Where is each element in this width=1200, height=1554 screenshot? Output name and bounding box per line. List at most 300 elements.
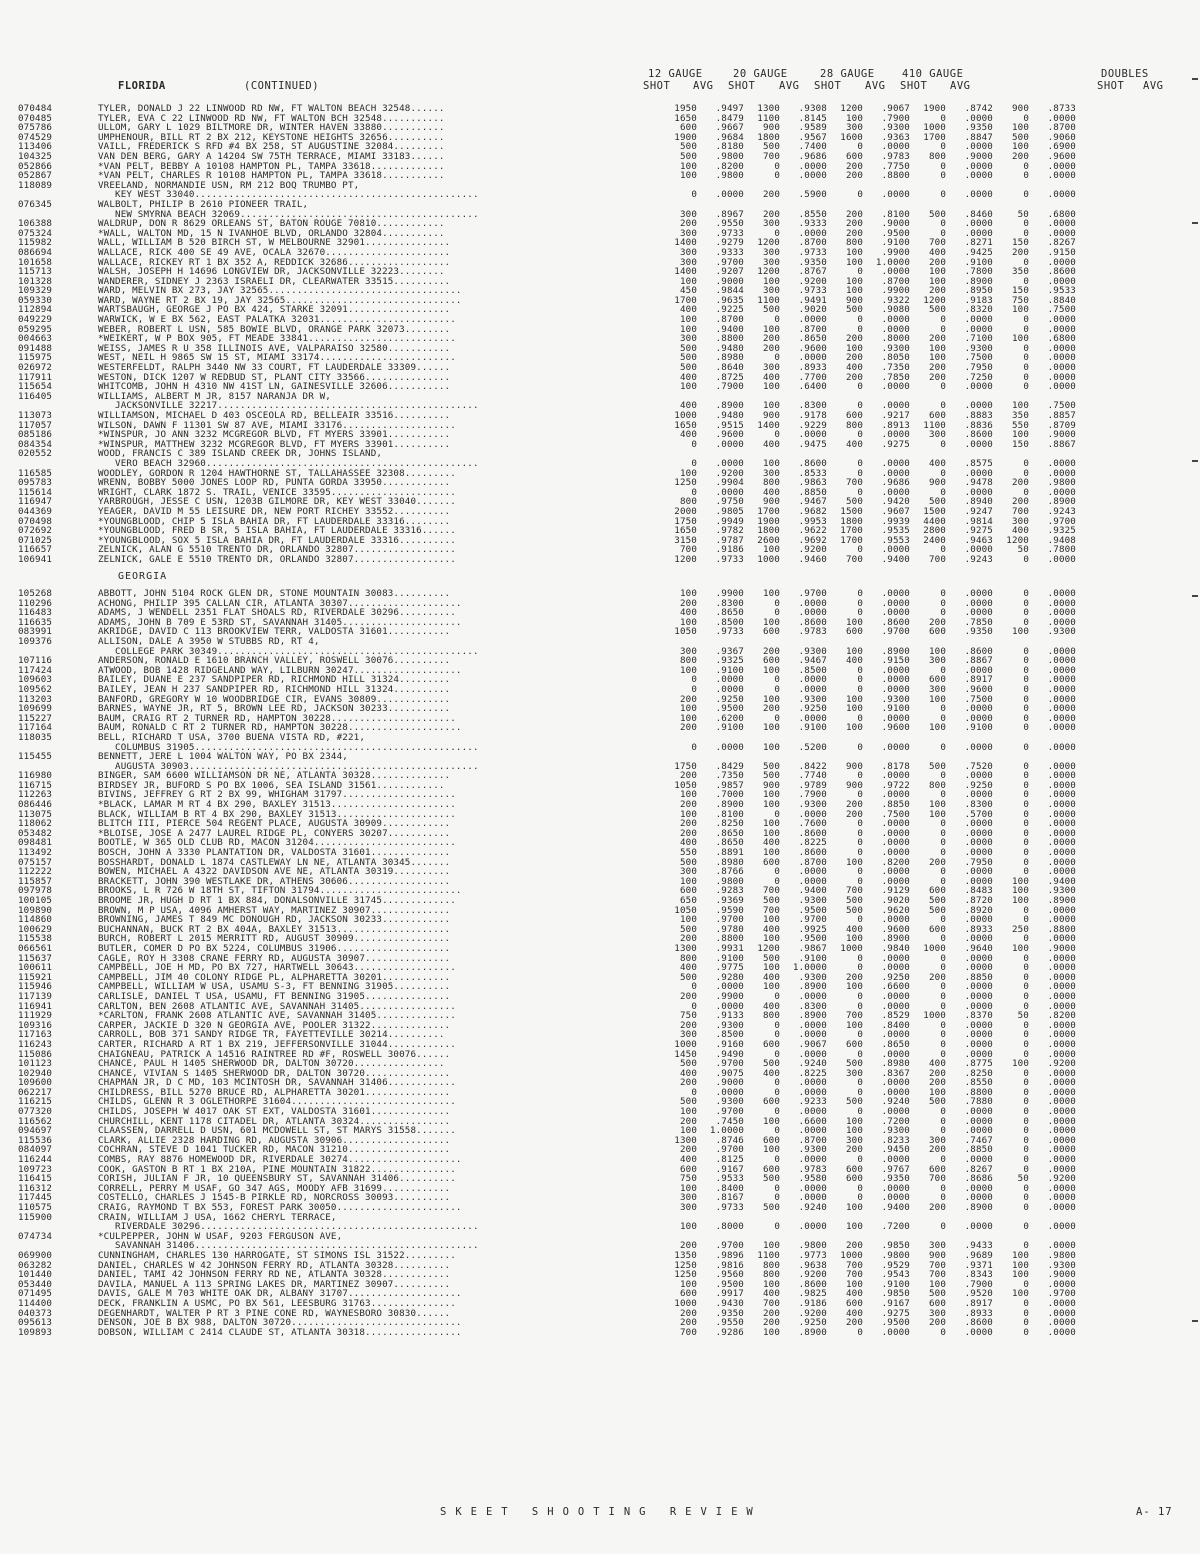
- table-row: [18, 973, 1076, 983]
- avg-28: .8100: [881, 209, 910, 220]
- member-id: 116941: [18, 1001, 53, 1012]
- avg-doubles: .0000: [1047, 934, 1076, 944]
- avg-12: .9500: [715, 704, 744, 714]
- shot-410: 300: [928, 430, 946, 440]
- avg-28: .7500: [881, 809, 910, 820]
- avg-doubles: .0000: [1047, 1001, 1076, 1012]
- avg-28: .0000: [881, 1107, 910, 1117]
- avg-28: .9167: [881, 1298, 910, 1309]
- avg-12: .8167: [715, 1193, 744, 1203]
- spacer: [653, 123, 661, 133]
- table-row: [18, 219, 1076, 229]
- shot-28: 100: [845, 343, 863, 354]
- spacer: [653, 1318, 661, 1328]
- shot-doubles: 100: [1011, 1260, 1029, 1271]
- table-row: [18, 1145, 1076, 1155]
- avg-20: .8600: [798, 617, 827, 628]
- spacer: [653, 1107, 661, 1117]
- avg-12: .9800: [715, 171, 744, 181]
- shot-12: 200: [679, 771, 697, 781]
- shot-28: 900: [845, 761, 863, 772]
- member-id: 115086: [18, 1049, 53, 1060]
- shot-20: 100: [762, 382, 780, 392]
- avg-20: .8700: [798, 1135, 827, 1146]
- shot-410: 1200: [923, 295, 946, 306]
- avg-doubles: .0000: [1047, 171, 1076, 181]
- shot-doubles: 900: [1011, 104, 1029, 114]
- member-id: 084097: [18, 1145, 53, 1156]
- member-name-address: CAMPBELL, WILLIAM W USA, USAMU S-3, FT BENNING 31905..........: [98, 982, 451, 992]
- shot-20: 100: [762, 742, 780, 753]
- avg-20: .9100: [798, 723, 827, 733]
- spacer: [653, 1059, 661, 1069]
- table-row: [18, 1030, 1076, 1040]
- shot-20: 100: [762, 1279, 780, 1290]
- avg-12: .8200: [715, 161, 744, 172]
- avg-20: .9300: [798, 646, 827, 657]
- avg-12: .9733: [715, 627, 744, 637]
- shot-doubles: 0: [1023, 704, 1029, 714]
- member-name-address: VREELAND, NORMANDIE USN, RM 212 BOQ TRUMBO PT,: [98, 180, 360, 191]
- avg-28: .9300: [881, 1126, 910, 1136]
- shot-410: 0: [940, 915, 946, 925]
- avg-410: .8800: [964, 1087, 993, 1098]
- spacer: [653, 1030, 661, 1040]
- member-id: 101440: [18, 1270, 53, 1280]
- avg-20: .9953: [798, 516, 827, 527]
- shot-12: 400: [679, 372, 697, 383]
- avg-410: .0000: [964, 1030, 993, 1040]
- avg-12: .9225: [715, 305, 744, 316]
- shot-410: [910, 392, 946, 402]
- avg-doubles: .0000: [1047, 1222, 1076, 1232]
- table-row: [18, 238, 1076, 248]
- avg-410: .0000: [964, 771, 993, 781]
- member-id: 116635: [18, 617, 53, 628]
- member-name-address: CHANCE, PAUL H 1405 SHERWOOD DR, DALTON 30720................: [98, 1059, 445, 1069]
- shot-28: 600: [845, 1164, 863, 1175]
- avg-12: .0000: [715, 190, 744, 200]
- table-row: [18, 1069, 1076, 1079]
- spacer: [653, 440, 661, 450]
- shot-28: [827, 181, 863, 191]
- shot-20: 500: [762, 142, 780, 152]
- avg-12: [697, 752, 744, 762]
- member-name-address: AUGUSTA 30903...................................................: [98, 761, 479, 772]
- shot-28: 0: [857, 876, 863, 887]
- table-row: [18, 1002, 1076, 1012]
- avg-12: .8900: [715, 800, 744, 810]
- spacer: [653, 497, 661, 507]
- avg-20: .8900: [798, 1327, 827, 1338]
- shot-doubles: 100: [1011, 1059, 1029, 1069]
- shot-20: 1100: [757, 1250, 780, 1261]
- member-id: 109562: [18, 684, 53, 695]
- avg-28: .0000: [881, 458, 910, 469]
- avg-410: .8933: [964, 924, 993, 935]
- shot-20: 500: [762, 896, 780, 906]
- avg-20: .9250: [798, 704, 827, 714]
- avg-20: .7900: [798, 790, 827, 801]
- table-row: [18, 992, 1076, 1002]
- shot-410: 200: [928, 972, 946, 983]
- avg-410: .9350: [964, 123, 993, 133]
- avg-410: .8850: [964, 972, 993, 983]
- avg-28: .8800: [881, 171, 910, 181]
- member-name-address: *BLACK, LAMAR M RT 4 BX 290, BAXLEY 31513......................: [98, 800, 456, 810]
- shot-doubles: 0: [1023, 171, 1029, 181]
- avg-410: .8900: [964, 1203, 993, 1213]
- avg-28: 1.0000: [875, 257, 910, 268]
- column-header: [0, 68, 1200, 108]
- shot-410: 200: [928, 363, 946, 373]
- avg-doubles: .9600: [1047, 151, 1076, 162]
- avg-doubles: .0000: [1047, 1155, 1076, 1165]
- member-name-address: BUTLER, COMER D PO BX 5224, COLUMBUS 31906....................: [98, 943, 451, 954]
- spacer: [653, 858, 661, 868]
- spacer: [653, 733, 661, 743]
- avg-28: .8650: [881, 1039, 910, 1050]
- avg-410: .0000: [964, 1183, 993, 1194]
- member-id: 062217: [18, 1087, 53, 1098]
- shot-28: 900: [845, 780, 863, 791]
- avg-20: .9867: [798, 943, 827, 954]
- shot-doubles: [993, 752, 1029, 762]
- avg-28: .8000: [881, 334, 910, 344]
- member-id: 059330: [18, 295, 53, 306]
- avg-20: .0000: [798, 809, 827, 820]
- shot-28: 400: [845, 363, 863, 373]
- shot-28: 0: [857, 468, 863, 479]
- member-name-address: WALLACE, RICK 400 SE 49 AVE, OCALA 32670......................: [98, 247, 451, 258]
- shot-12: 1700: [674, 295, 697, 306]
- gauge-28-heading: 28 GAUGE: [820, 68, 875, 80]
- spacer: [653, 545, 661, 555]
- avg-col-doubles: AVG: [1143, 80, 1164, 92]
- avg-28: .9700: [881, 627, 910, 637]
- spacer: [653, 133, 661, 143]
- shot-20: 500: [762, 761, 780, 772]
- table-row: [18, 210, 1076, 220]
- member-id: 074529: [18, 132, 53, 143]
- spacer: [653, 1241, 661, 1251]
- avg-20: .0000: [798, 876, 827, 887]
- avg-28: .8980: [881, 1059, 910, 1069]
- shot-20: 0: [774, 1078, 780, 1088]
- georgia-records-table: [18, 589, 1076, 1337]
- spacer: [653, 210, 661, 220]
- shot-12: 0: [691, 439, 697, 450]
- shot-20: 0: [774, 1030, 780, 1040]
- avg-28: [863, 449, 910, 459]
- member-name-address: CHURCHILL, KENT 1178 CITADEL DR, ATLANTA 30324................: [98, 1116, 451, 1127]
- spacer: [653, 675, 661, 685]
- spacer: [653, 599, 661, 609]
- georgia-heading: GEORGIA: [118, 571, 168, 582]
- avg-12: .8650: [715, 608, 744, 618]
- avg-28: .0000: [881, 1049, 910, 1060]
- avg-410: .8883: [964, 411, 993, 421]
- member-id: 116947: [18, 497, 53, 507]
- avg-12: [697, 449, 744, 459]
- avg-20: .8225: [798, 1068, 827, 1079]
- shot-410: [910, 733, 946, 743]
- avg-doubles: .8840: [1047, 295, 1076, 306]
- shot-28: 0: [857, 1049, 863, 1060]
- shot-410: 0: [940, 982, 946, 992]
- avg-12: .8640: [715, 363, 744, 373]
- shot-410: 600: [928, 411, 946, 421]
- shot-12: 100: [679, 324, 697, 335]
- avg-28: .0000: [881, 1030, 910, 1040]
- member-id: 040373: [18, 1308, 53, 1319]
- member-id: 106941: [18, 554, 53, 565]
- avg-28: .0000: [881, 1087, 910, 1098]
- shot-doubles: 0: [1023, 1030, 1029, 1040]
- member-name-address: JACKSONVILLE 32217..............................................: [98, 401, 479, 411]
- avg-12: .8479: [715, 113, 744, 124]
- avg-28: .0000: [881, 848, 910, 858]
- shot-20: 1400: [757, 420, 780, 431]
- avg-20: .9333: [798, 219, 827, 229]
- shot-410: 1700: [923, 132, 946, 143]
- avg-410: .8370: [964, 1011, 993, 1021]
- avg-12: .8500: [715, 1030, 744, 1040]
- shot-410: 200: [928, 334, 946, 344]
- avg-20: .9773: [798, 1250, 827, 1261]
- member-id: 118062: [18, 819, 53, 829]
- shot-doubles: 50: [1017, 209, 1029, 220]
- avg-28: [863, 1213, 910, 1223]
- shot-12: 1300: [674, 943, 697, 954]
- shot-28: [827, 392, 863, 402]
- member-name-address: CAMPBELL, JIM 40 COLONY RIDGE PL, ALPHARETTA 30201............: [98, 972, 451, 983]
- shot-12: 1000: [674, 1039, 697, 1050]
- shot-12: 200: [679, 1308, 697, 1319]
- shot-12: 300: [679, 1193, 697, 1203]
- avg-doubles: .0000: [1047, 838, 1076, 849]
- avg-doubles: .0000: [1047, 458, 1076, 469]
- avg-doubles: .0000: [1047, 675, 1076, 685]
- table-row: [18, 1232, 1076, 1242]
- shot-12: 800: [679, 656, 697, 666]
- shot-28: 0: [857, 598, 863, 609]
- shot-12: [661, 637, 697, 647]
- shot-doubles: 0: [1023, 1193, 1029, 1203]
- shot-12: 1950: [674, 104, 697, 114]
- spacer: [653, 752, 661, 762]
- spacer: [653, 267, 661, 277]
- table-row: [18, 829, 1076, 839]
- avg-410: .9520: [964, 1289, 993, 1299]
- shot-20: 600: [762, 857, 780, 868]
- shot-12: 0: [691, 684, 697, 695]
- shot-28: [827, 1213, 863, 1223]
- shot-410: 600: [928, 1298, 946, 1309]
- shot-20: 0: [774, 228, 780, 239]
- avg-doubles: .0000: [1047, 761, 1076, 772]
- avg-doubles: .9400: [1047, 876, 1076, 887]
- shot-20: 0: [774, 171, 780, 181]
- shot-28: 200: [845, 228, 863, 239]
- shot-410: 400: [928, 247, 946, 258]
- avg-20: [780, 733, 827, 743]
- shot-410: 0: [940, 828, 946, 839]
- shot-410: 100: [928, 809, 946, 820]
- shot-12: 600: [679, 886, 697, 896]
- avg-20: .0000: [798, 598, 827, 609]
- avg-20: .9240: [798, 1203, 827, 1213]
- avg-20: .9733: [798, 247, 827, 258]
- shot-410: 2400: [923, 535, 946, 546]
- shot-doubles: 0: [1023, 1241, 1029, 1251]
- avg-doubles: .0000: [1047, 324, 1076, 335]
- shot-12: 1750: [674, 761, 697, 772]
- spacer: [653, 627, 661, 637]
- table-row: [18, 229, 1076, 239]
- avg-28: .9000: [881, 219, 910, 229]
- shot-28: 0: [857, 430, 863, 440]
- shot-12: 100: [679, 915, 697, 925]
- avg-28: .9450: [881, 1145, 910, 1156]
- member-name-address: WALL, WILLIAM B 520 BIRCH ST, W MELBOURNE 32901...............: [98, 238, 451, 248]
- member-name-address: *WINSPUR, MATTHEW 3232 MCGREGOR BLVD, FT MYERS 33901..........: [98, 439, 451, 450]
- shot-28: 0: [857, 545, 863, 555]
- spacer: [653, 181, 661, 191]
- avg-12: .9787: [715, 535, 744, 546]
- avg-410: .0000: [964, 171, 993, 181]
- member-name-address: WOODLEY, GORDON R 1204 HAWTHORNE ST, TALLAHASSEE 32308.........: [98, 468, 456, 479]
- shot-410: 1500: [923, 506, 946, 517]
- margin-tick: [1192, 222, 1198, 224]
- avg-20: .0000: [798, 228, 827, 239]
- member-id: 106388: [18, 219, 53, 229]
- avg-12: .9900: [715, 589, 744, 599]
- shot-28: 700: [845, 886, 863, 896]
- avg-410: .0000: [964, 867, 993, 877]
- shot-20: [744, 200, 780, 210]
- avg-410: [946, 1213, 993, 1223]
- member-id: 115227: [18, 713, 53, 724]
- table-row: [18, 430, 1076, 440]
- shot-20: 200: [762, 190, 780, 200]
- member-id: [18, 1222, 98, 1232]
- spacer: [653, 1232, 661, 1242]
- avg-410: .0000: [964, 487, 993, 498]
- member-id: 020552: [18, 449, 53, 459]
- member-id: 113075: [18, 809, 53, 820]
- shot-doubles: 0: [1023, 771, 1029, 781]
- member-name-address: ZELNICK, ALAN G 5510 TRENTO DR, ORLANDO 32807..................: [98, 545, 456, 555]
- shot-20: 1100: [757, 295, 780, 306]
- avg-20: .9020: [798, 305, 827, 316]
- shot-12: 1450: [674, 1049, 697, 1060]
- avg-20: .9589: [798, 123, 827, 133]
- margin-tick: [1192, 595, 1198, 597]
- avg-12: [697, 181, 744, 191]
- table-row: [18, 1280, 1076, 1290]
- shot-28: [827, 200, 863, 210]
- avg-28: .9840: [881, 943, 910, 954]
- avg-12: .9800: [715, 876, 744, 887]
- avg-410: .0000: [964, 1116, 993, 1127]
- shot-20: 900: [762, 497, 780, 507]
- spacer: [653, 781, 661, 791]
- shot-doubles: 0: [1023, 675, 1029, 685]
- avg-28: .9420: [881, 497, 910, 507]
- shot-28: 0: [857, 190, 863, 200]
- shot-28: 100: [845, 276, 863, 287]
- shot-20: 0: [774, 353, 780, 364]
- shot-20: 0: [774, 430, 780, 440]
- member-id: 059295: [18, 324, 53, 335]
- shot-doubles: 100: [1011, 943, 1029, 954]
- avg-doubles: .9150: [1047, 247, 1076, 258]
- avg-doubles: .9700: [1047, 516, 1076, 527]
- shot-12: 1050: [674, 905, 697, 916]
- avg-doubles: .0000: [1047, 1183, 1076, 1194]
- spacer: [653, 238, 661, 248]
- shot-doubles: 0: [1023, 684, 1029, 695]
- member-id: 044369: [18, 506, 53, 517]
- shot-12: [661, 1213, 697, 1223]
- shot-12: 0: [691, 190, 697, 200]
- member-id: 109723: [18, 1164, 53, 1175]
- shot-12: 200: [679, 819, 697, 829]
- shot-doubles: 0: [1023, 1087, 1029, 1098]
- member-id: 114400: [18, 1298, 53, 1309]
- avg-410: .8483: [964, 886, 993, 896]
- avg-doubles: .0000: [1047, 771, 1076, 781]
- avg-12: .9733: [715, 554, 744, 565]
- avg-410: .0000: [964, 665, 993, 676]
- shot-20: 800: [762, 478, 780, 488]
- avg-doubles: .7800: [1047, 545, 1076, 555]
- member-id: 115637: [18, 953, 53, 964]
- spacer: [653, 1155, 661, 1165]
- member-id: 112894: [18, 305, 53, 316]
- table-row: [18, 1299, 1076, 1309]
- shot-410: 0: [940, 1030, 946, 1040]
- avg-20: .0000: [798, 1020, 827, 1031]
- member-id: 104325: [18, 151, 53, 162]
- shot-12: 2000: [674, 506, 697, 517]
- member-id: 113203: [18, 694, 53, 705]
- avg-28: .7200: [881, 1116, 910, 1127]
- shot-20: 200: [762, 704, 780, 714]
- avg-28: .9767: [881, 1164, 910, 1175]
- avg-12: .9700: [715, 1059, 744, 1069]
- member-name-address: *YOUNGBLOOD, FRED B SR, 5 ISLA BAHIA, FT LAUDERDALE 33316......: [98, 526, 456, 536]
- spacer: [653, 723, 661, 733]
- spacer: [653, 1309, 661, 1319]
- shot-410: 200: [928, 257, 946, 268]
- avg-28: .0000: [881, 324, 910, 335]
- table-row: [18, 1184, 1076, 1194]
- shot-410: 100: [928, 343, 946, 354]
- avg-12: .9325: [715, 656, 744, 666]
- table-row: [18, 906, 1076, 916]
- member-id: 107116: [18, 656, 53, 666]
- table-row: [18, 152, 1076, 162]
- table-row: [18, 258, 1076, 268]
- shot-410: 200: [928, 1145, 946, 1156]
- shot-12: 100: [679, 617, 697, 628]
- member-id: 116980: [18, 771, 53, 781]
- member-name-address: BLACK, WILLIAM B RT 4 BX 290, BAXLEY 31513.....................: [98, 809, 456, 820]
- avg-28: [863, 181, 910, 191]
- member-id: 109329: [18, 286, 53, 296]
